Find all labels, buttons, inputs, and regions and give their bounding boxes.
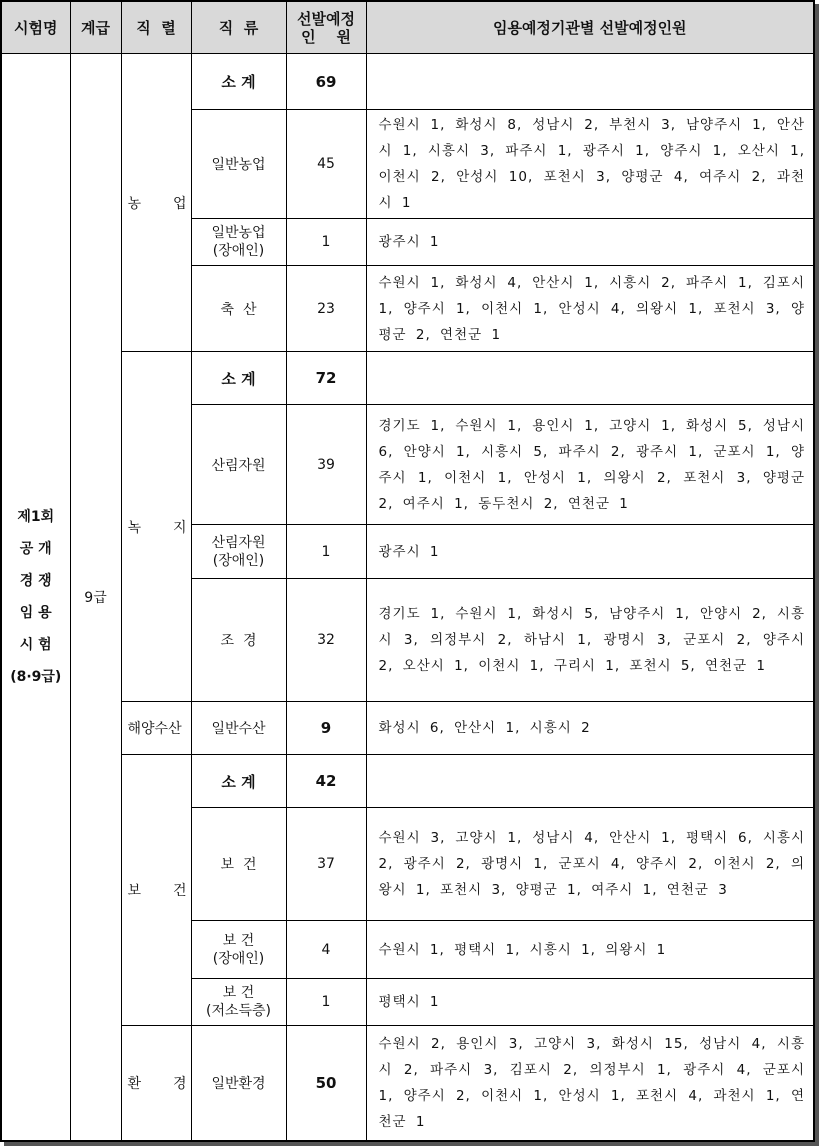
series-label-part: 환 xyxy=(127,1075,142,1092)
class-cell xyxy=(191,808,286,921)
quota-cell: 9 xyxy=(286,702,366,755)
quota-cell: 69 xyxy=(286,54,366,110)
table-row xyxy=(1,54,814,110)
header-exam-name: 시험명 xyxy=(1,1,70,54)
agencies-cell xyxy=(366,352,814,405)
quota-cell: 1 xyxy=(286,979,366,1026)
table-header-row xyxy=(1,1,814,54)
series-label-part: 건 xyxy=(172,883,187,899)
class-cell xyxy=(191,405,286,525)
class-label: 축 산 xyxy=(220,301,257,318)
agencies-cell: 화성시 6, 안산시 1, 시흥시 2 xyxy=(366,702,814,755)
series-cell xyxy=(121,755,191,1026)
agencies-cell: 수원시 3, 고양시 1, 성남시 4, 안산시 1, 평택시 6, 시흥시 2, 광주시 2, 광명시 1, 군포시 4, 양주시 2, 이천시 2, 의왕시 1, 포천시 3, 양평군 1, 여주시 1, 연천군 3 xyxy=(366,808,814,921)
class-label: 소 계 xyxy=(221,369,256,388)
quota-cell: 32 xyxy=(286,579,366,702)
header-agencies: 임용예정기관별 선발예정인원 xyxy=(366,1,814,54)
quota-cell: 1 xyxy=(286,219,366,266)
class-cell xyxy=(191,979,286,1026)
class-cell xyxy=(191,54,286,110)
exam-name-line: 경 쟁 xyxy=(19,572,52,589)
series-label-part: 녹 xyxy=(127,519,142,536)
quota-cell: 72 xyxy=(286,352,366,405)
agencies-cell xyxy=(366,755,814,808)
series-label xyxy=(128,718,187,738)
table-row xyxy=(1,352,814,405)
quota-cell: 42 xyxy=(286,755,366,808)
class-label: 일반농업 xyxy=(211,225,266,241)
class-label: 소 계 xyxy=(221,772,256,791)
quota-cell: 39 xyxy=(286,405,366,525)
exam-name-line: 공 개 xyxy=(19,540,52,557)
agencies-cell: 광주시 1 xyxy=(366,525,814,579)
series-label-part: 지 xyxy=(172,519,187,536)
header-class: 직 류 xyxy=(191,1,286,54)
agencies-cell: 평택시 1 xyxy=(366,979,814,1026)
class-cell xyxy=(191,525,286,579)
class-label: 일반수산 xyxy=(211,721,266,737)
class-label: 일반농업 xyxy=(211,157,266,173)
class-cell xyxy=(191,266,286,352)
class-label: 조 경 xyxy=(220,633,257,649)
exam-name-cell xyxy=(1,54,70,1141)
series-label-part: 해양수산 xyxy=(127,721,182,737)
class-label: 보 건 xyxy=(222,932,255,949)
class-sub-label: (장애인) xyxy=(212,552,265,569)
quota-cell: 23 xyxy=(286,266,366,352)
agencies-cell: 수원시 1, 화성시 4, 안산시 1, 시흥시 2, 파주시 1, 김포시 1, 양주시 1, 이천시 1, 안성시 4, 의왕시 1, 포천시 3, 양평군 2, 연천군 1 xyxy=(366,266,814,352)
series-label-part: 업 xyxy=(172,195,187,212)
series-label xyxy=(128,880,187,900)
class-sub-label: (장애인) xyxy=(212,950,265,967)
header-grade: 계급 xyxy=(70,1,121,54)
series-label xyxy=(128,1073,187,1093)
quota-cell: 37 xyxy=(286,808,366,921)
class-cell xyxy=(191,1026,286,1141)
class-label: 산림자원 xyxy=(211,457,266,474)
class-cell xyxy=(191,755,286,808)
class-cell xyxy=(191,352,286,405)
header-series: 직 렬 xyxy=(121,1,191,54)
series-cell xyxy=(121,1026,191,1141)
class-cell xyxy=(191,579,286,702)
class-label: 일반환경 xyxy=(211,1075,266,1092)
table-row xyxy=(1,702,814,755)
class-cell xyxy=(191,921,286,979)
quota-cell: 50 xyxy=(286,1026,366,1141)
class-sub-label: (장애인) xyxy=(212,243,265,259)
class-cell xyxy=(191,110,286,219)
series-label xyxy=(128,517,187,537)
exam-name-line: 시 험 xyxy=(19,636,52,653)
agencies-cell: 수원시 1, 평택시 1, 시흥시 1, 의왕시 1 xyxy=(366,921,814,979)
series-label xyxy=(128,193,187,213)
class-cell xyxy=(191,219,286,266)
agencies-cell: 광주시 1 xyxy=(366,219,814,266)
series-label-part: 보 xyxy=(127,883,142,899)
exam-name-line: 임 용 xyxy=(19,604,52,621)
table-row xyxy=(1,755,814,808)
series-label-part: 경 xyxy=(172,1075,187,1092)
class-label: 보 건 xyxy=(222,985,255,1001)
class-cell xyxy=(191,702,286,755)
agencies-cell: 경기도 1, 수원시 1, 화성시 5, 남양주시 1, 안양시 2, 시흥시 3, 의정부시 2, 하남시 1, 광명시 3, 군포시 2, 양주시 2, 오산시 1, 이천시 1, 구리시 1, 포천시 5, 연천군 1 xyxy=(366,579,814,702)
exam-name-line: 제1회 xyxy=(17,508,55,525)
agencies-cell: 수원시 1, 화성시 8, 성남시 2, 부천시 3, 남양주시 1, 안산시 1, 시흥시 3, 파주시 1, 광주시 1, 양주시 1, 오산시 1, 이천시 2, 안성시 10, 포천시 3, 양평군 4, 여주시 2, 과천시 1 xyxy=(366,110,814,219)
class-label: 보 건 xyxy=(220,857,257,873)
agencies-cell: 수원시 2, 용인시 3, 고양시 3, 화성시 15, 성남시 4, 시흥시 2, 파주시 3, 김포시 2, 의정부시 1, 광주시 4, 군포시 1, 양주시 2, 이천시 1, 안성시 1, 포천시 4, 과천시 1, 연천군 1 xyxy=(366,1026,814,1141)
header-quota: 선발예정 인 원 xyxy=(286,1,366,54)
series-cell xyxy=(121,702,191,755)
quota-cell: 45 xyxy=(286,110,366,219)
series-cell xyxy=(121,352,191,702)
table-row xyxy=(1,1026,814,1141)
series-label-part: 농 xyxy=(127,195,142,212)
quota-cell: 4 xyxy=(286,921,366,979)
quota-cell: 1 xyxy=(286,525,366,579)
exam-name-line: (8·9급) xyxy=(10,668,62,685)
class-label: 산림자원 xyxy=(211,534,266,551)
agencies-cell xyxy=(366,54,814,110)
grade-cell: 9급 xyxy=(70,54,121,1141)
table-body xyxy=(1,54,814,1141)
class-sub-label: (저소득층) xyxy=(205,1003,272,1019)
class-label: 소 계 xyxy=(221,73,256,91)
agencies-cell: 경기도 1, 수원시 1, 용인시 1, 고양시 1, 화성시 5, 성남시 6, 안양시 1, 시흥시 5, 파주시 2, 광주시 1, 군포시 1, 양주시 1, 이천시 1, 안성시 1, 의왕시 2, 포천시 3, 양평군 2, 여주시 1, 동두천시 2, 연천군 1 xyxy=(366,405,814,525)
series-cell xyxy=(121,54,191,352)
